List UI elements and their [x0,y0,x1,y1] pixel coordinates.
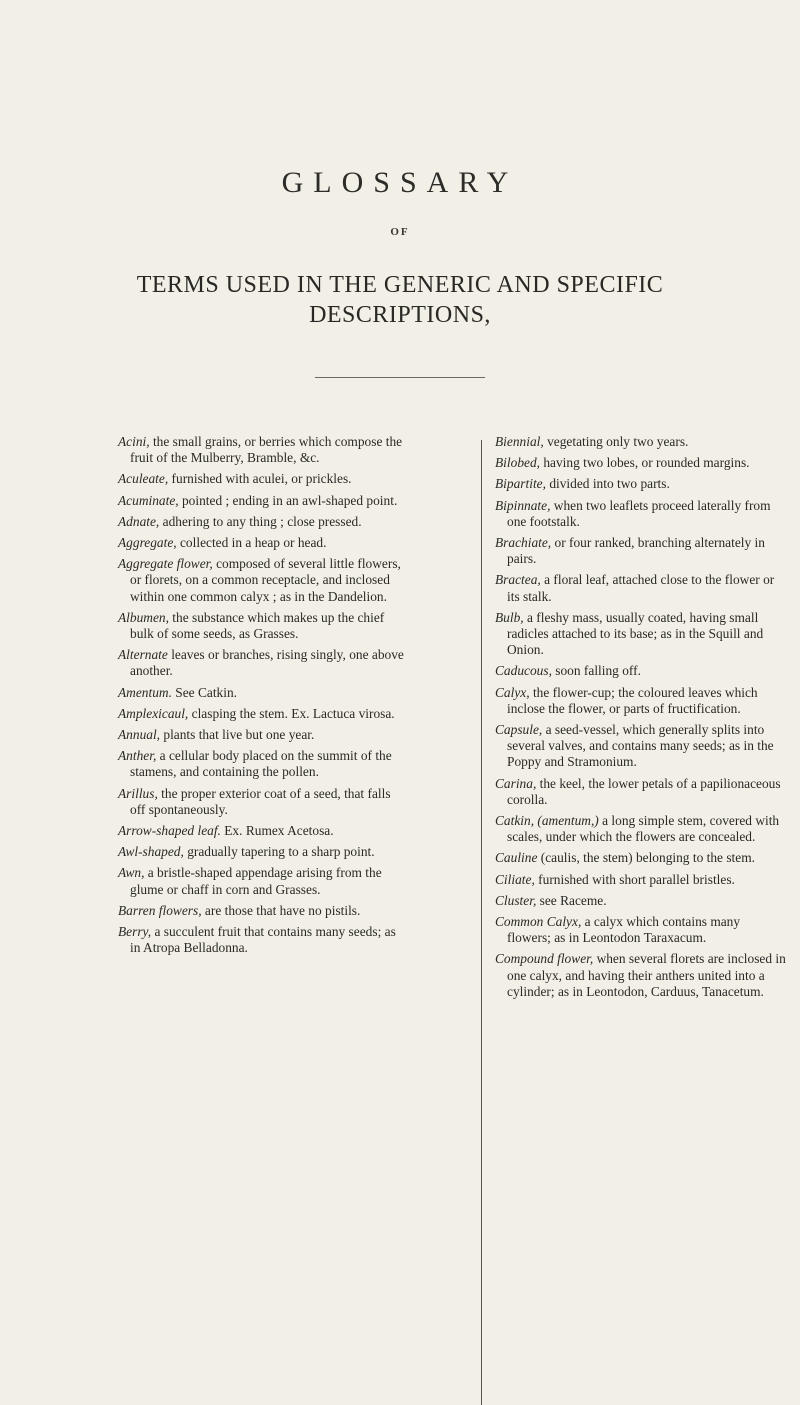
glossary-entry [118,924,406,956]
glossary-definition: (caulis, the stem) belonging to the stem. [537,850,755,866]
glossary-entry [495,850,787,866]
glossary-definition: a long simple stem, covered with scales, under which the flowers are concealed. [507,813,780,845]
left-column [118,434,406,961]
glossary-definition: See Catkin. [171,684,238,700]
glossary-definition: a calyx which contains many flowers; as in Leontodon Taraxacum. [507,914,741,946]
glossary-definition: vegetating only two years. [543,434,689,449]
glossary-term: Arrow-shaped leaf. [118,823,221,839]
glossary-entry [118,514,406,530]
glossary-entry [495,663,787,679]
glossary-definition: the flower-cup; the coloured leaves which inclose the flower, or parts of fructification. [507,684,758,716]
glossary-entry [118,535,406,551]
right-column [495,434,787,1005]
glossary-definition: the keel, the lower petals of a papilionaceous corolla. [507,775,781,807]
glossary-term: Amplexicaul, [118,705,189,721]
glossary-entry [495,685,787,717]
glossary-term: Acini, [118,434,150,449]
glossary-term: Cluster, [495,892,537,908]
glossary-entry [118,786,406,818]
glossary-term: Annual, [118,727,161,743]
glossary-definition: see Raceme. [536,892,607,908]
glossary-term: Common Calyx, [495,914,582,930]
glossary-term: Aggregate flower, [118,556,213,572]
glossary-entry [118,685,406,701]
glossary-term: Barren flowers, [118,902,202,918]
glossary-entry [495,872,787,888]
glossary-definition: or four ranked, branching alternately in pairs. [507,535,765,567]
glossary-definition: collected in a heap or head. [176,535,327,551]
glossary-term: Cauline [495,850,538,866]
subtitle-line-1: TERMS USED IN THE GENERIC AND SPECIFIC [136,272,664,298]
glossary-definition: adhering to any thing ; close pressed. [159,513,362,529]
glossary-entry [495,572,787,604]
glossary-definition: composed of several little flowers, or florets, on a common receptacle, and inclosed within one common calyx ; as in the Dandelion. [130,556,401,604]
glossary-term: Carina, [495,775,537,791]
glossary-term: Brachiate, [495,535,552,551]
glossary-entry [118,903,406,919]
glossary-entry [495,455,787,471]
glossary-definition: a fleshy mass, usually coated, having small radicles attached to its base; as in the Squill and Onion. [507,609,764,658]
glossary-term: Alternate [118,647,168,663]
glossary-definition: a cellular body placed on the summit of the stamens, and containing the pollen. [130,748,392,780]
glossary-term: Bilobed, [495,455,540,471]
glossary-definition: having two lobes, or rounded margins. [540,455,750,471]
glossary-term: Berry, [118,924,152,940]
glossary-definition: divided into two parts. [545,476,670,492]
glossary-term: Adnate, [118,513,160,529]
glossary-entry [118,647,406,679]
glossary-entry [118,706,406,722]
glossary-term: Biennial, [495,434,544,449]
glossary-definition: furnished with short parallel bristles. [534,871,735,887]
glossary-entry [495,610,787,659]
glossary-entry [495,535,787,567]
glossary-entry [495,914,787,946]
glossary-definition: leaves or branches, rising singly, one above another. [130,647,404,679]
glossary-entry [495,498,787,530]
glossary-term: Awl-shaped, [118,844,184,860]
glossary-entry [495,476,787,492]
glossary-term: Albumen, [118,609,169,625]
column-divider [481,440,482,1405]
glossary-term: Compound flower, [495,951,594,967]
glossary-term: Bractea, [495,572,541,588]
glossary-definition: soon falling off. [551,663,641,679]
glossary-entry [118,727,406,743]
glossary-definition: plants that live but one year. [160,727,315,743]
glossary-term: Aggregate, [118,535,177,551]
glossary-entry [118,434,406,466]
glossary-definition: pointed ; ending in an awl-shaped point. [178,492,398,508]
page-subtitle [0,270,800,330]
glossary-entry [495,434,787,450]
glossary-entry [118,865,406,897]
glossary-definition: when several florets are inclosed in one calyx, and having their anthers united into a cylinder; as in Leontodon, Carduus, Tanacetum. [507,951,786,999]
glossary-entry [495,893,787,909]
glossary-term: Aculeate, [118,471,169,487]
title-rule [315,377,485,378]
glossary-entry [118,844,406,860]
glossary-term: Caducous, [495,663,552,679]
glossary-definition: a succulent fruit that contains many seeds; as in Atropa Belladonna. [130,924,396,956]
glossary-term: Awn, [118,865,145,881]
page-title-of: OF [390,226,410,238]
glossary-term: Capsule, [495,722,543,738]
glossary-definition: Ex. Rumex Acetosa. [220,823,334,839]
glossary-definition: a floral leaf, attached close to the flower or its stalk. [507,572,775,604]
glossary-entry [118,556,406,605]
glossary-definition: are those that have no pistils. [201,902,361,918]
glossary-definition: the proper exterior coat of a seed, that falls off spontaneously. [130,785,391,817]
glossary-term: Anther, [118,748,157,764]
glossary-entry [118,471,406,487]
glossary-definition: gradually tapering to a sharp point. [183,844,375,860]
glossary-definition: furnished with aculei, or prickles. [168,471,352,487]
glossary-term: Catkin, (amentum,) [495,813,599,829]
page-title: GLOSSARY [281,166,519,199]
glossary-term: Calyx, [495,684,530,700]
glossary-entry [118,610,406,642]
glossary-term: Bulb, [495,609,524,625]
glossary-entry [118,823,406,839]
glossary-term: Bipartite, [495,476,546,492]
glossary-entry [118,493,406,509]
glossary-term: Ciliate, [495,871,535,887]
glossary-entry [495,776,787,808]
glossary-entry [495,722,787,771]
glossary-definition: the substance which makes up the chief bulk of some seeds, as Grasses. [130,609,385,642]
glossary-term: Amentum. [118,684,172,700]
glossary-definition: clasping the stem. Ex. Lactuca virosa. [188,705,395,721]
glossary-entry [495,813,787,845]
glossary-entry [495,951,787,1000]
glossary-definition: when two leaflets proceed laterally from one footstalk. [507,497,771,529]
subtitle-line-2: DESCRIPTIONS, [309,302,491,328]
glossary-definition: a seed-vessel, which generally splits into several valves, and contains many seeds; as in the Poppy and Stramonium. [507,722,774,770]
glossary-definition: the small grains, or berries which compose the fruit of the Mulberry, Bramble, &c. [130,434,403,466]
glossary-term: Arillus, [118,785,158,801]
glossary-entry [118,748,406,780]
glossary-term: Acuminate, [118,492,179,508]
glossary-term: Bipinnate, [495,497,551,513]
glossary-definition: a bristle-shaped appendage arising from the glume or chaff in corn and Grasses. [130,865,382,897]
